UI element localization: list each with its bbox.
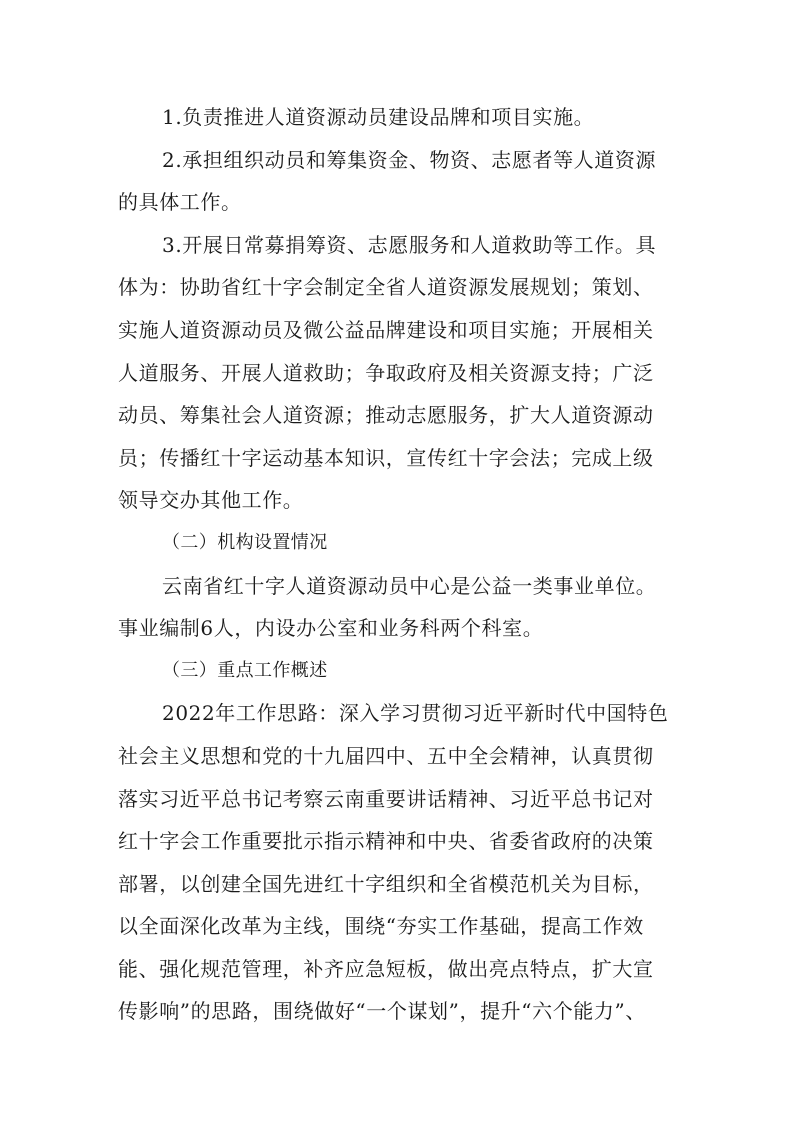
text-line: 领导交办其他工作。 [118, 488, 304, 513]
document-body [118, 96, 688, 1033]
text-line: 红十字会工作重要批示指示精神和中央、省委省政府的决策 [118, 829, 654, 854]
text-line: 云南省红十字人道资源动员中心是公益一类事业单位。 [162, 573, 657, 598]
text-line: 人道服务、开展人道救助；争取政府及相关资源支持；广泛 [118, 360, 654, 385]
text-line: 动员、筹集社会人道资源；推动志愿服务，扩大人道资源动 [118, 403, 654, 428]
text-line: 体为：协助省红十字会制定全省人道资源发展规划；策划、 [118, 275, 654, 300]
text-line: 2022年工作思路：深入学习贯彻习近平新时代中国特色 [162, 701, 669, 726]
text-line: 部署，以创建全国先进红十字组织和全省模范机关为目标， [118, 871, 654, 896]
text-line: 落实习近平总书记考察云南重要讲话精神、习近平总书记对 [118, 786, 654, 811]
text-line: 实施人道资源动员及微公益品牌建设和项目实施；开展相关 [118, 317, 654, 342]
text-line: 1.负责推进人道资源动员建设品牌和项目实施。 [162, 105, 595, 129]
text-line: 能、强化规范管理，补齐应急短板，做出亮点特点，扩大宣 [118, 956, 654, 981]
text-line: 社会主义思想和党的十九届四中、五中全会精神，认真贯彻 [118, 743, 654, 768]
text-line: 传影响”的思路，围绕做好“一个谋划”，提升“六个能力”、 [118, 999, 646, 1024]
text-line: 的具体工作。 [118, 190, 242, 215]
text-line: 2.承担组织动员和筹集资金、物资、志愿者等人道资源 [162, 147, 657, 172]
section-heading: （三）重点工作概述 [162, 659, 328, 681]
text-line: 3.开展日常募捐筹资、志愿服务和人道救助等工作。具 [162, 232, 657, 257]
text-line: 事业编制6人，内设办公室和业务科两个科室。 [118, 616, 544, 641]
text-line: 以全面深化改革为主线，围绕“夯实工作基础，提高工作效 [118, 914, 644, 939]
text-line: 员；传播红十字运动基本知识，宣传红十字会法；完成上级 [118, 445, 654, 470]
section-heading: （二）机构设置情况 [162, 531, 328, 553]
